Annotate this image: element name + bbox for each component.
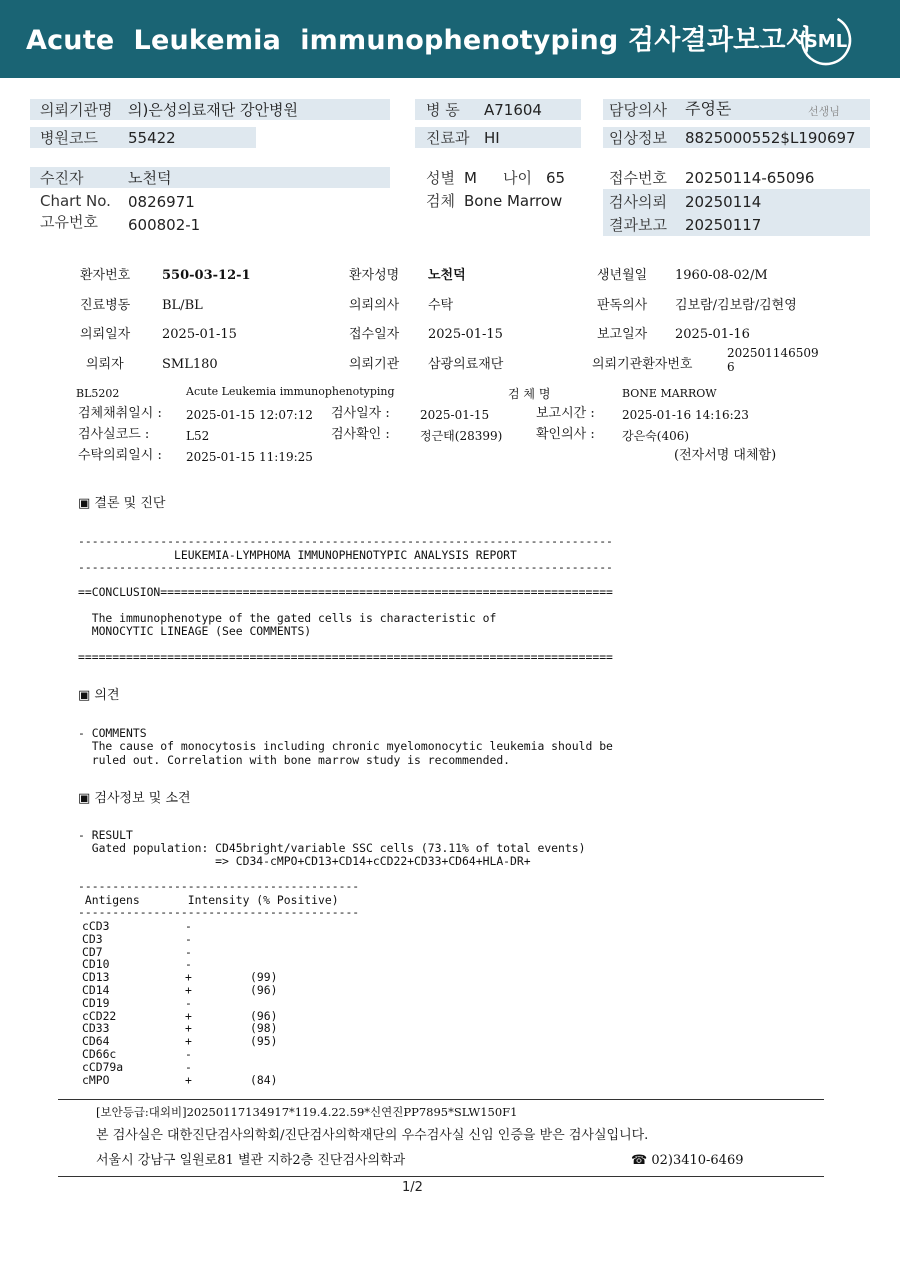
table-row: [82, 958, 382, 971]
eq-line: ==============================================================================: [78, 650, 613, 664]
antigen-intensity: +: [185, 1034, 192, 1049]
antigen-intensity: +: [185, 1021, 192, 1036]
patient-value: 노천덕: [128, 169, 172, 187]
conclusion-text-1: The immunophenotype of the gated cells is characteristic of: [78, 611, 497, 625]
table-row: [82, 946, 382, 959]
result-line-1: Gated population: CD45bright/variable SSC cells (73.11% of total events): [78, 841, 586, 855]
table-header: Antigens Intensity (% Positive): [78, 893, 339, 907]
table-row: [82, 984, 382, 997]
antigen-name: CD33: [82, 1021, 110, 1036]
receipt-value: 20250114-65096: [685, 169, 815, 187]
hosp-code-label: 병원코드: [40, 129, 98, 147]
antigen-intensity: -: [185, 1059, 192, 1074]
conclusion-line: ==CONCLUSION==================================================================: [78, 585, 613, 599]
specimen-label: 검체: [426, 192, 455, 210]
consign-value: 2025-01-15 11:19:25: [186, 450, 313, 464]
recdate-value: 2025-01-15: [428, 327, 503, 342]
receipt-label: 접수번호: [609, 169, 667, 187]
antigen-intensity: +: [185, 970, 192, 985]
age-label: 나이: [503, 169, 532, 187]
specimen-value: Bone Marrow: [464, 192, 563, 210]
orgpid-value-1: 202501146509: [727, 346, 819, 360]
patient-label: 수진자: [40, 169, 84, 187]
result-value: 20250117: [685, 216, 762, 234]
logo-text: SML: [804, 31, 848, 52]
testdate-value: 2025-01-15: [420, 408, 490, 422]
antigen-intensity: +: [185, 1072, 192, 1087]
address-line: 서울시 강남구 일원로81 별관 지하2층 진단검사의학과: [96, 1153, 406, 1168]
antigen-table: [82, 920, 382, 1086]
result-line-2: => CD34-cMPO+CD13+CD14+cCD22+CD33+CD64+HLA-DR+: [78, 854, 531, 868]
labcode-label: 검사실코드 :: [78, 427, 150, 442]
reporttime-label: 보고시간 :: [536, 406, 595, 421]
antigen-intensity: -: [185, 919, 192, 933]
uid-value: 600802-1: [128, 216, 201, 234]
footer-rule-top: [58, 1099, 824, 1100]
antigen-intensity: +: [185, 1008, 192, 1023]
testdate-label: 검사일자 :: [331, 406, 390, 421]
table-row: [82, 920, 382, 933]
ward-value: A71604: [484, 101, 542, 119]
antigen-name: cCD3: [82, 919, 110, 933]
confirm-value: 정근태(28399): [420, 429, 503, 443]
clinical-label: 임상정보: [609, 129, 667, 147]
report-title: Acute Leukemia immunophenotyping 검사결과보고서: [26, 25, 812, 56]
dash-line-1: ------------------------------------------------------------------------------: [78, 534, 613, 548]
table-row: [82, 1010, 382, 1023]
sex-label: 성별: [426, 169, 455, 187]
comments-heading: - COMMENTS: [78, 726, 147, 740]
sex-value: M: [464, 169, 477, 187]
antigen-name: CD66c: [82, 1046, 117, 1061]
recdate-label: 접수일자: [349, 327, 400, 342]
antigen-percent: (96): [250, 1008, 278, 1023]
test-specimen-label: 검 체 명: [508, 387, 551, 401]
table-row: [82, 1048, 382, 1061]
antigen-name: CD10: [82, 957, 110, 972]
analysis-report-title: LEUKEMIA-LYMPHOMA IMMUNOPHENOTYPIC ANALYSIS REPORT: [78, 548, 517, 562]
security-line: [보안등급:대외비]20250117134917*119.4.22.59*신연진PP7895*SLW150F1: [96, 1105, 518, 1119]
requester-value: SML180: [162, 357, 218, 372]
conclusion-section-title: ▣ 결론 및 진단: [78, 496, 166, 511]
pname-value: 노천덕: [428, 268, 466, 283]
cert-line: 본 검사실은 대한진단검사의학회/진단검사의학재단의 우수검사실 신임 인증을 받은 검사실입니다.: [96, 1128, 649, 1143]
antigen-name: cCD22: [82, 1008, 117, 1023]
conclusion-text-2: MONOCYTIC LINEAGE (See COMMENTS): [78, 624, 312, 638]
ward2-label: 진료병동: [80, 298, 131, 313]
test-name: Acute Leukemia immunophenotyping: [186, 385, 395, 398]
pid-label: 환자번호: [80, 268, 131, 283]
collect-label: 검체채취일시 :: [78, 406, 162, 421]
antigen-name: cCD79a: [82, 1059, 124, 1074]
table-row: [82, 997, 382, 1010]
antigen-percent: (96): [250, 982, 278, 997]
antigen-name: CD7: [82, 944, 103, 959]
table-row: [82, 1022, 382, 1035]
antigen-percent: (99): [250, 970, 278, 985]
uid-label: 고유번호: [40, 213, 98, 231]
page-number: 1/2: [402, 1180, 423, 1195]
table-row: [82, 1035, 382, 1048]
info-section-title: ▣ 검사정보 및 소견: [78, 791, 191, 806]
sml-logo: [798, 12, 854, 68]
requester-label: 의뢰자: [86, 357, 124, 372]
table-row: [82, 933, 382, 946]
reqdoc-label: 의뢰의사: [349, 298, 400, 313]
orgpid-label: 의뢰기관환자번호: [592, 357, 693, 372]
age-value: 65: [546, 169, 566, 187]
reader-value: 김보람/김보람/김현영: [675, 298, 797, 313]
antigen-name: CD14: [82, 982, 110, 997]
opinion-section-title: ▣ 의견: [78, 688, 120, 703]
footer-rule-bottom: [58, 1176, 824, 1177]
chart-value: 0826971: [128, 193, 195, 211]
repdate-label: 보고일자: [597, 327, 648, 342]
doctor-label: 담당의사: [609, 101, 667, 119]
orgpid-value-2: 6: [727, 360, 735, 374]
confdoc-value: 강은숙(406): [622, 429, 690, 443]
antigen-percent: (98): [250, 1021, 278, 1036]
birth-value: 1960-08-02/M: [675, 268, 768, 283]
table-row: [82, 1074, 382, 1087]
req-org-label: 의뢰기관명: [40, 101, 113, 119]
test-specimen-value: BONE MARROW: [622, 387, 717, 400]
confirm-label: 검사확인 :: [331, 427, 390, 442]
comments-line-1: The cause of monocytosis including chronic myelomonocytic leukemia should be: [78, 739, 613, 753]
clinical-value: 8825000552$L190697: [685, 129, 856, 147]
birth-label: 생년월일: [597, 268, 648, 283]
doctor-suffix: 선생님: [808, 105, 840, 118]
result-heading: - RESULT: [78, 828, 133, 842]
req-org-value: 의)은성의료재단 강안병원: [128, 101, 299, 119]
antigen-intensity: -: [185, 1046, 192, 1061]
antigen-name: CD3: [82, 931, 103, 946]
patient-box: [30, 167, 390, 188]
antigen-name: CD19: [82, 995, 110, 1010]
antigen-percent: (95): [250, 1034, 278, 1049]
antigen-intensity: -: [185, 931, 192, 946]
ward2-value: BL/BL: [162, 298, 203, 313]
antigen-percent: (84): [250, 1072, 278, 1087]
reqdoc-value: 수탁: [428, 298, 454, 313]
antigen-intensity: +: [185, 982, 192, 997]
reqorg-label: 의뢰기관: [349, 357, 400, 372]
consign-label: 수탁의뢰일시 :: [78, 448, 162, 463]
doctor-value: 주영돈: [685, 99, 732, 118]
antigen-name: cMPO: [82, 1072, 110, 1087]
reqdate-value: 2025-01-15: [162, 327, 237, 342]
comments-line-2: ruled out. Correlation with bone marrow study is recommended.: [78, 753, 511, 767]
hosp-code-value: 55422: [128, 129, 176, 147]
test-code: BL5202: [76, 387, 120, 400]
antigen-name: CD64: [82, 1034, 110, 1049]
test-req-value: 20250114: [685, 193, 762, 211]
reqorg-value: 삼광의료재단: [428, 357, 504, 372]
reqdate-label: 의뢰일자: [80, 327, 131, 342]
table-dash-bottom: -----------------------------------------: [78, 905, 360, 919]
phone-line: ☎ 02)3410-6469: [631, 1153, 744, 1168]
table-dash-top: -----------------------------------------: [78, 879, 360, 893]
esign-note: (전자서명 대체함): [674, 448, 777, 463]
result-label: 결과보고: [609, 216, 667, 234]
labcode-value: L52: [186, 429, 210, 443]
antigen-intensity: -: [185, 957, 192, 972]
reader-label: 판독의사: [597, 298, 648, 313]
antigen-name: CD13: [82, 970, 110, 985]
dash-line-2: ------------------------------------------------------------------------------: [78, 560, 613, 574]
dept-value: HI: [484, 129, 500, 147]
pid-value: 550-03-12-1: [162, 268, 251, 283]
table-row: [82, 1061, 382, 1074]
antigen-intensity: -: [185, 944, 192, 959]
antigen-intensity: -: [185, 995, 192, 1010]
collect-value: 2025-01-15 12:07:12: [186, 408, 313, 422]
repdate-value: 2025-01-16: [675, 327, 750, 342]
table-row: [82, 971, 382, 984]
reporttime-value: 2025-01-16 14:16:23: [622, 408, 749, 422]
confdoc-label: 확인의사 :: [536, 427, 595, 442]
chart-label: Chart No.: [40, 192, 111, 210]
report-header-bar: [0, 0, 900, 78]
test-req-label: 검사의뢰: [609, 193, 667, 211]
dept-label: 진료과: [426, 129, 470, 147]
pname-label: 환자성명: [349, 268, 400, 283]
ward-label: 병 동: [426, 101, 460, 119]
